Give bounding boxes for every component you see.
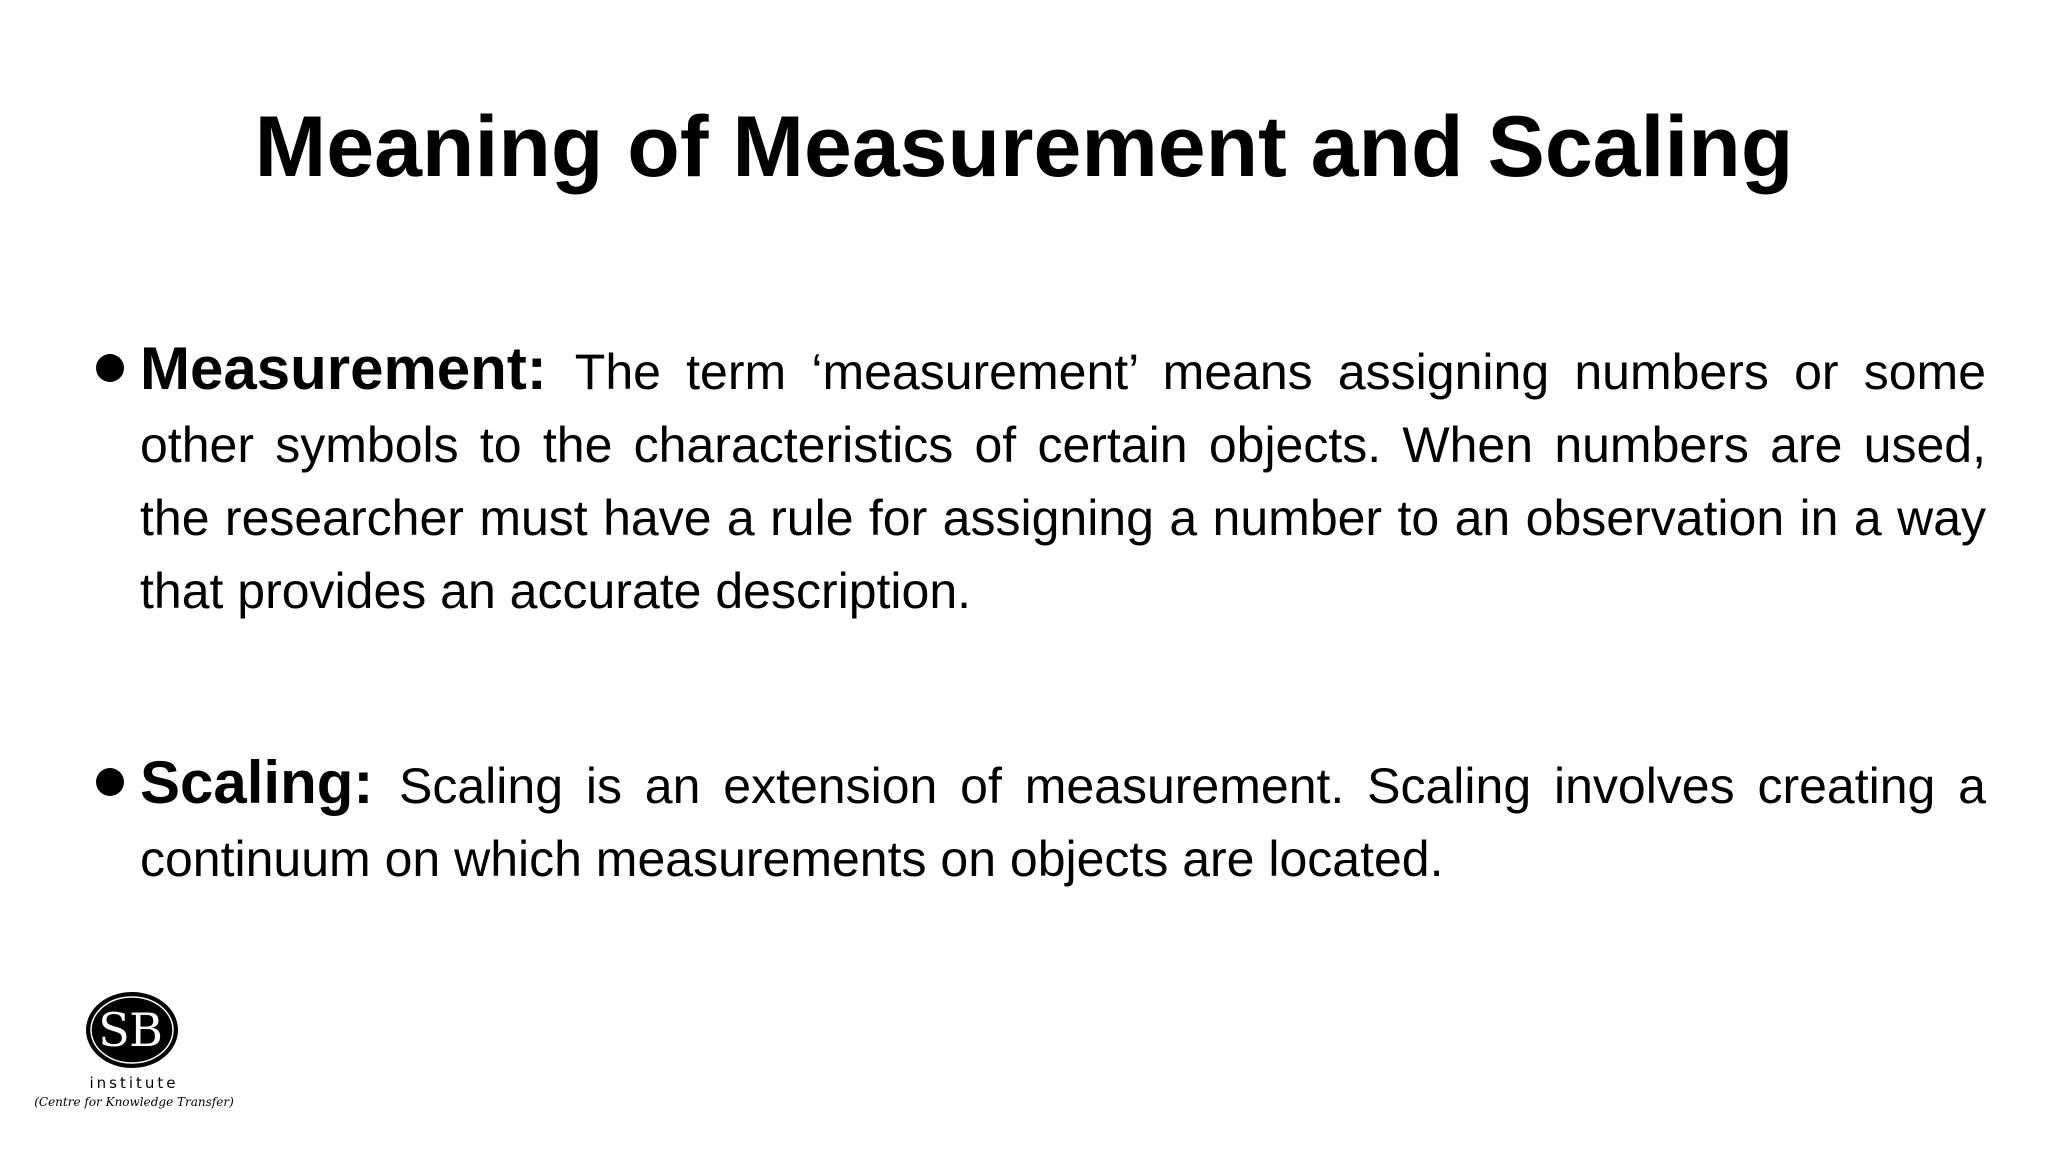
bullet-term: Scaling: <box>140 749 400 816</box>
logo-tagline: (Centre for Knowledge Transfer) <box>34 1095 234 1109</box>
institute-logo <box>34 990 234 1120</box>
sb-monogram-icon <box>84 990 180 1070</box>
bullet-dot-icon <box>96 768 124 796</box>
slide-title: Meaning of Measurement and Scaling <box>254 99 1794 195</box>
bullet-item-scaling <box>96 746 1986 896</box>
bullet-term: Measurement: <box>140 335 575 402</box>
bullet-dot-icon <box>96 354 124 382</box>
bullet-item-measurement <box>96 332 1986 628</box>
svg-text:S: S <box>98 1003 130 1057</box>
bullet-text: Scaling is an extension of measurement. Scaling involves creating a continuum on which measurements on objects are located. <box>140 758 1986 887</box>
bullet-text: The term ‘measurement’ means assigning numbers or some other symbols to the characteristics of certain objects. When numbers are used, the researcher must have a rule for assigning a number to an observation in a way that provides an accurate description. <box>140 344 1986 619</box>
logo-name: institute <box>89 1074 179 1092</box>
svg-text:B: B <box>129 1003 163 1057</box>
bullet-list <box>96 332 1986 896</box>
